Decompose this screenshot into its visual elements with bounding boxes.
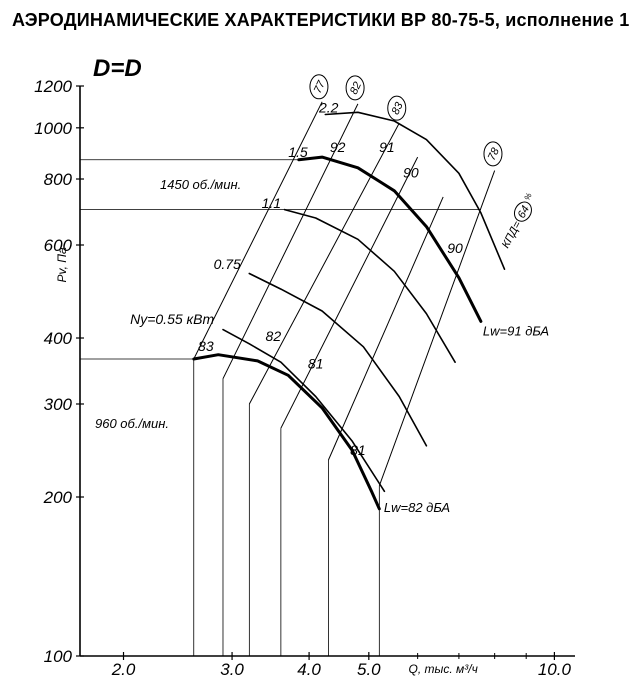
y-tick-label: 300 xyxy=(43,394,72,414)
y-tick-label: 100 xyxy=(43,647,72,666)
y-tick-label: 1000 xyxy=(34,118,72,138)
efficiency-value-label: 91 xyxy=(379,138,395,155)
speed-label-low: 960 об./мин. xyxy=(95,416,169,431)
efficiency-ray xyxy=(379,171,494,486)
x-tick-label: 4.0 xyxy=(297,660,321,679)
efficiency-ray xyxy=(328,197,443,460)
power-label: 2.2 xyxy=(318,99,339,116)
y-tick-label: 800 xyxy=(43,170,72,190)
y-tick-label: 1200 xyxy=(34,77,72,96)
efficiency-value-label: 81 xyxy=(350,442,366,459)
power-label: Ny=0.55 кВт xyxy=(130,311,215,328)
x-tick-label: 10.0 xyxy=(537,660,571,679)
chart-subtitle: D=D xyxy=(93,55,142,82)
kpd-label: КПД= xyxy=(499,219,524,251)
y-axis-title: Pv, Па xyxy=(55,247,69,283)
efficiency-value-label: 81 xyxy=(307,355,324,372)
kpd-label-group xyxy=(497,191,539,251)
kpd-unit: % xyxy=(522,191,534,203)
efficiency-ray xyxy=(249,123,399,404)
efficiency-value-label: 90 xyxy=(403,164,419,181)
efficiency-mark-label: 82 xyxy=(347,80,365,97)
grid-layer xyxy=(80,160,481,656)
noise-level-label: Lw=91 дБА xyxy=(482,323,550,339)
efficiency-mark-label: 78 xyxy=(485,146,502,163)
efficiency-value-label: 83 xyxy=(198,337,214,354)
efficiency-mark-label: 83 xyxy=(389,100,406,117)
power-label: 1.5 xyxy=(288,144,308,161)
labels-layer xyxy=(95,75,549,515)
efficiency-value-label: 90 xyxy=(447,239,463,256)
x-axis-title: Q, тыс. м³/ч xyxy=(408,662,478,676)
power-curve xyxy=(325,112,504,269)
page-title: АЭРОДИНАМИЧЕСКИЕ ХАРАКТЕРИСТИКИ ВР 80-75-5, исполнение 1 xyxy=(12,10,630,30)
power-label: 1.1 xyxy=(261,195,282,212)
efficiency-value-label: 92 xyxy=(329,138,346,155)
speed-curve xyxy=(194,355,379,509)
power-label: 0.75 xyxy=(213,256,241,273)
y-tick-label: 600 xyxy=(43,235,72,255)
noise-level-label: Lw=82 дБА xyxy=(383,499,451,515)
kpd-value: 64 xyxy=(515,203,533,221)
x-tick-label: 3.0 xyxy=(220,660,244,679)
speed-label-high: 1450 об./мин. xyxy=(160,177,242,192)
x-tick-label: 2.0 xyxy=(111,660,136,679)
efficiency-mark-label: 77 xyxy=(311,79,328,96)
y-tick-label: 400 xyxy=(43,329,72,349)
x-tick-label: 5.0 xyxy=(357,660,381,679)
efficiency-value-label: 82 xyxy=(265,327,282,344)
y-tick-label: 200 xyxy=(43,488,72,508)
